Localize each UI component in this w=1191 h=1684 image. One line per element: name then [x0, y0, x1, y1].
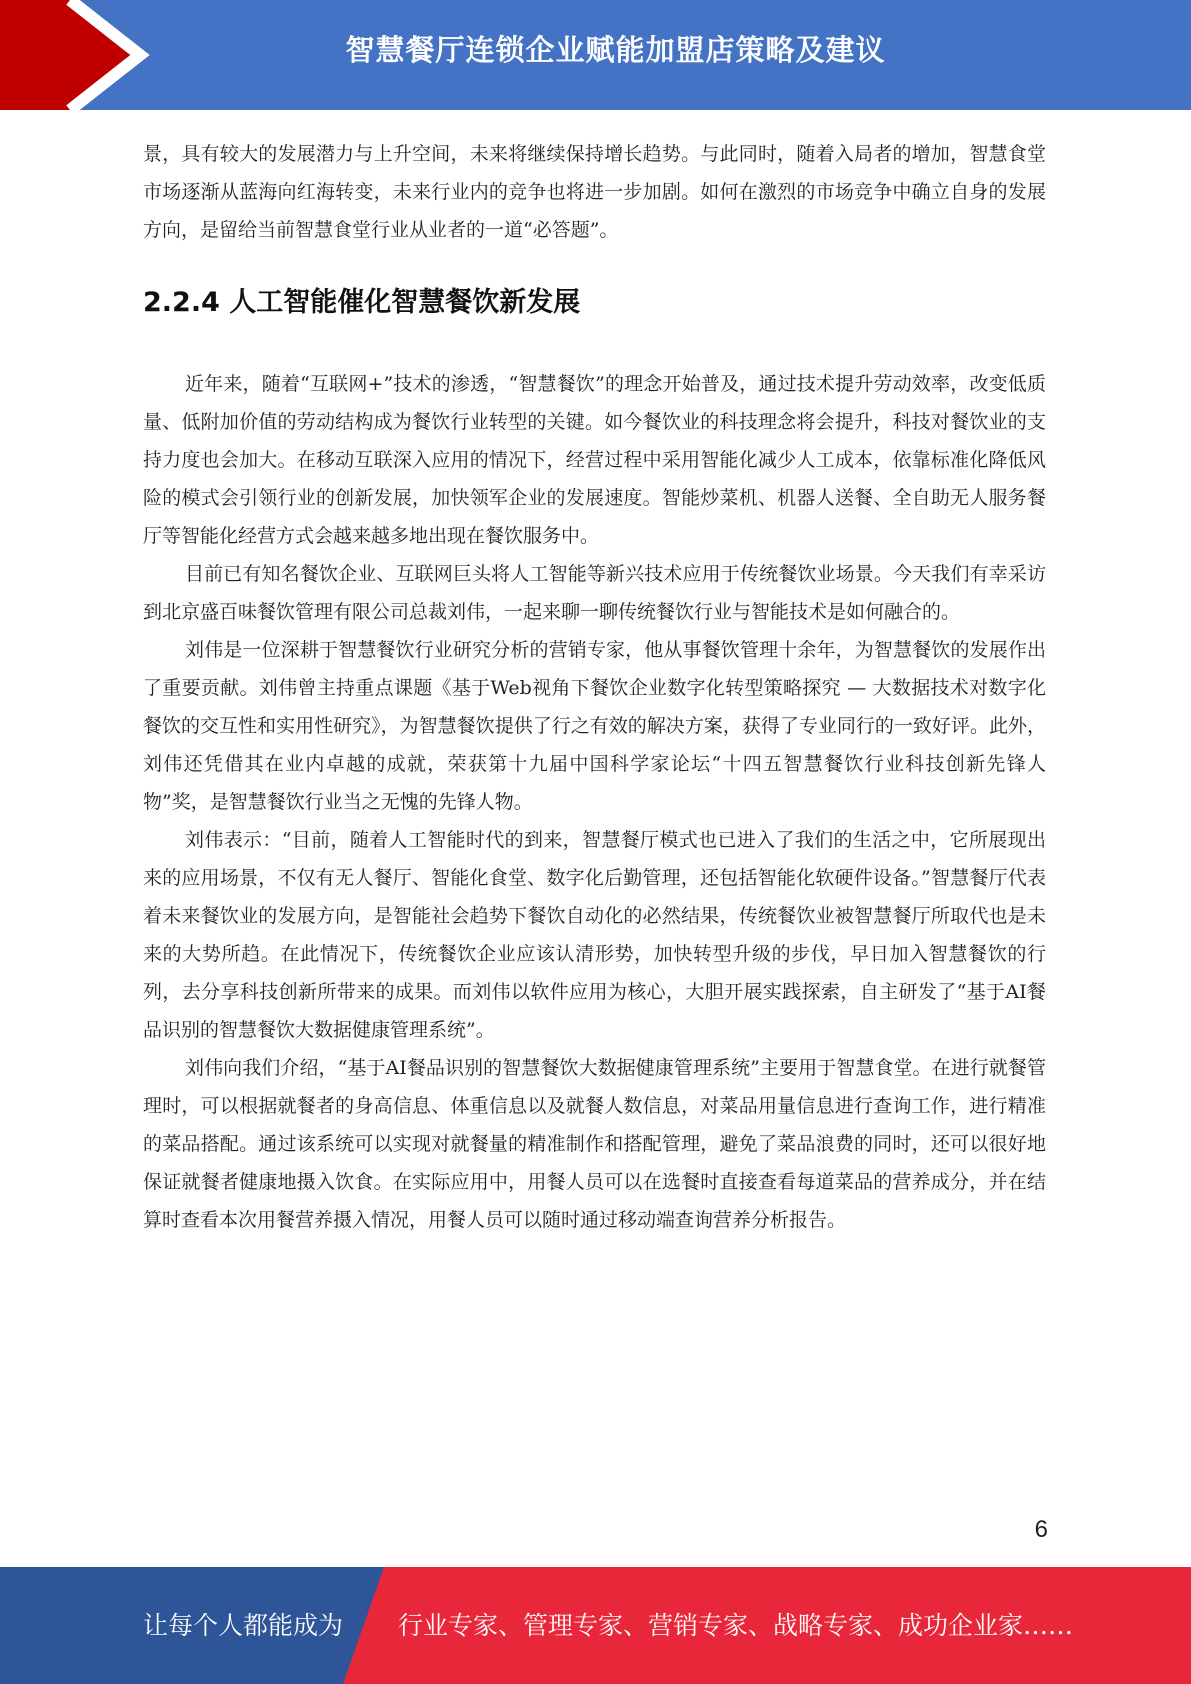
section-heading: 2.2.4 人工智能催化智慧餐饮新发展: [143, 287, 581, 318]
article-body: [143, 135, 1046, 1239]
paragraph-2: 目前已有知名餐饮企业、互联网巨头将人工智能等新兴技术应用于传统餐饮业场景。今天我们有幸采访到北京盛百味餐饮管理有限公司总裁刘伟，一起来聊一聊传统餐饮行业与智能技术是如何融合的。: [143, 563, 1046, 623]
page-footer: [0, 1567, 1191, 1684]
intro-paragraph: 景，具有较大的发展潜力与上升空间，未来将继续保持增长趋势。与此同时，随着入局者的增加，智慧食堂市场逐渐从蓝海向红海转变，未来行业内的竞争也将进一步加剧。如何在激烈的市场竞争中确立自身的发展方向，是留给当前智慧食堂行业从业者的一道“必答题”。: [143, 143, 1046, 241]
page-number: 6: [1034, 1516, 1048, 1543]
paragraph-3: 刘伟是一位深耕于智慧餐饮行业研究分析的营销专家，他从事餐饮管理十余年，为智慧餐饮的发展作出了重要贡献。刘伟曾主持重点课题《基于Web视角下餐饮企业数字化转型策略探究 — 大数据技术对数字化餐饮的交互性和实用性研究》，为智慧餐饮提供了行之有效的解决方案，获得了专业同行的一致好评。此外，刘伟还凭借其在业内卓越的成就，荣获第十九届中国科学家论坛“十四五智慧餐饮行业科技创新先锋人物”奖，是智慧餐饮行业当之无愧的先锋人物。: [143, 639, 1046, 813]
document-title: 智慧餐厅连锁企业赋能加盟店策略及建议: [345, 33, 886, 67]
paragraph-4: 刘伟表示：“目前，随着人工智能时代的到来，智慧餐厅模式也已进入了我们的生活之中，它所展现出来的应用场景，不仅有无人餐厅、智能化食堂、数字化后勤管理，还包括智能化软硬件设备。”智慧餐厅代表着未来餐饮业的发展方向，是智能社会趋势下餐饮自动化的必然结果，传统餐饮业被智慧餐厅所取代也是未来的大势所趋。在此情况下，传统餐饮企业应该认清形势，加快转型升级的步伐，早日加入智慧餐饮的行列，去分享科技创新所带来的成果。而刘伟以软件应用为核心，大胆开展实践探索，自主研发了“基于AI餐品识别的智慧餐饮大数据健康管理系统”。: [143, 829, 1046, 1041]
footer-slogan-left: 让每个人都能成为: [143, 1611, 344, 1640]
paragraph-5: 刘伟向我们介绍，“基于AI餐品识别的智慧餐饮大数据健康管理系统”主要用于智慧食堂。在进行就餐管理时，可以根据就餐者的身高信息、体重信息以及就餐人数信息，对菜品用量信息进行查询工作，进行精准的菜品搭配。通过该系统可以实现对就餐量的精准制作和搭配管理，避免了菜品浪费的同时，还可以很好地保证就餐者健康地摄入饮食。在实际应用中，用餐人员可以在选餐时直接查看每道菜品的营养成分，并在结算时查看本次用餐营养摄入情况，用餐人员可以随时通过移动端查询营养分析报告。: [143, 1057, 1046, 1231]
page-header: [0, 0, 1191, 110]
footer-slogan-right: 行业专家、管理专家、营销专家、战略专家、成功企业家……: [398, 1611, 1074, 1640]
paragraph-1: 近年来，随着“互联网+”技术的渗透，“智慧餐饮”的理念开始普及，通过技术提升劳动效率，改变低质量、低附加价值的劳动结构成为餐饮行业转型的关键。如今餐饮业的科技理念将会提升，科技对餐饮业的支持力度也会加大。在移动互联深入应用的情况下，经营过程中采用智能化减少人工成本，依靠标准化降低风险的模式会引领行业的创新发展，加快领军企业的发展速度。智能炒菜机、机器人送餐、全自助无人服务餐厅等智能化经营方式会越来越多地出现在餐饮服务中。: [143, 373, 1046, 547]
